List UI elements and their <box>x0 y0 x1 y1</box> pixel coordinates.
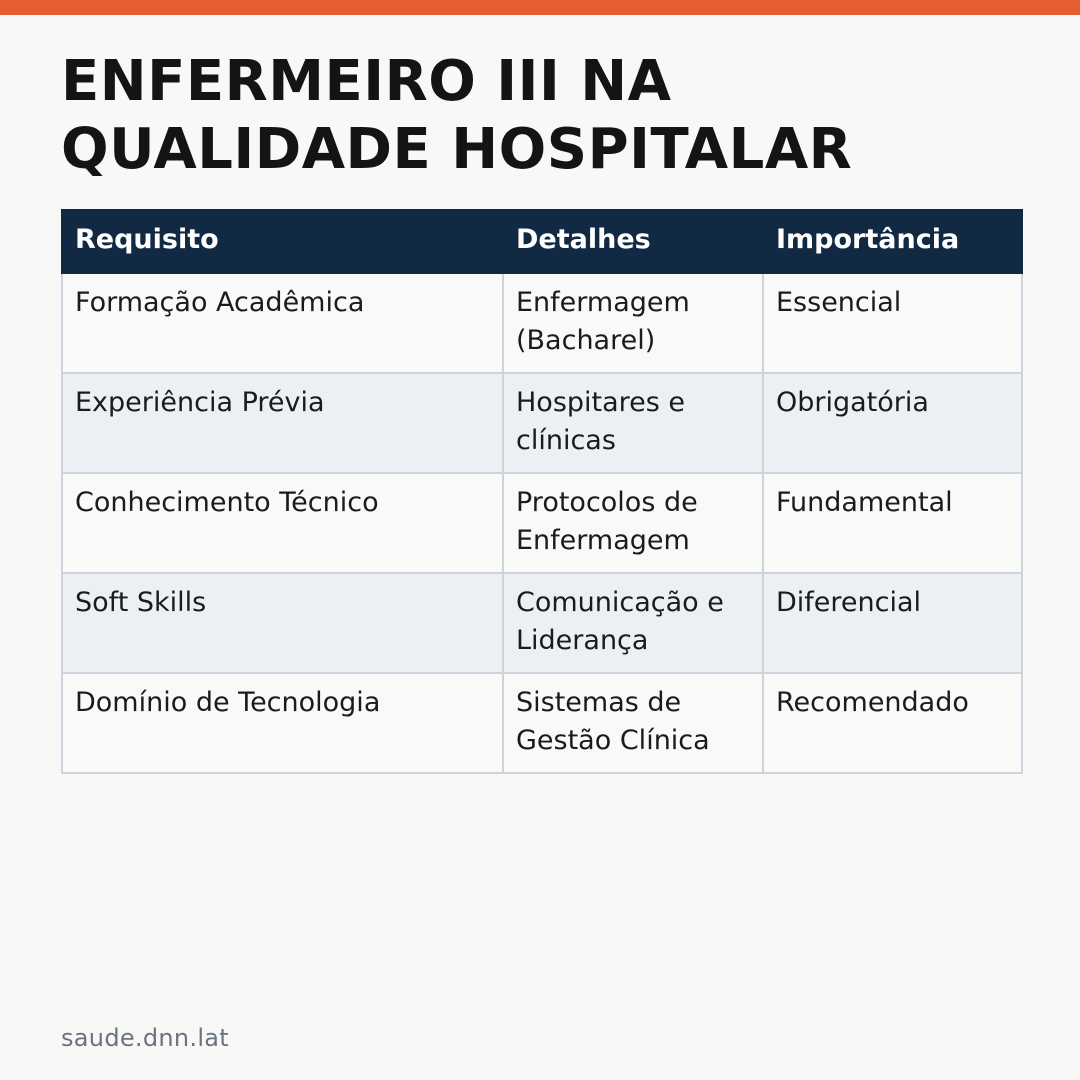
top-accent-bar <box>0 0 1080 15</box>
cell-requisito: Conhecimento Técnico <box>62 473 503 573</box>
table-row <box>62 573 1022 673</box>
cell-detalhes: Hospitares e clínicas <box>503 373 763 473</box>
cell-importancia: Fundamental <box>763 473 1022 573</box>
cell-detalhes: Protocolos de Enfermagem <box>503 473 763 573</box>
column-header-requisito: Requisito <box>62 210 503 273</box>
cell-detalhes: Comunicação e Liderança <box>503 573 763 673</box>
cell-importancia: Obrigatória <box>763 373 1022 473</box>
page-title-line-1: ENFERMEIRO III NA <box>61 49 672 114</box>
cell-requisito: Formação Acadêmica <box>62 273 503 373</box>
cell-importancia: Essencial <box>763 273 1022 373</box>
cell-detalhes: Sistemas de Gestão Clínica <box>503 673 763 773</box>
cell-requisito: Experiência Prévia <box>62 373 503 473</box>
cell-detalhes: Enfermagem (Bacharel) <box>503 273 763 373</box>
table-row <box>62 273 1022 373</box>
cell-importancia: Diferencial <box>763 573 1022 673</box>
page-title <box>61 48 1021 184</box>
table-row <box>62 373 1022 473</box>
table-header-row <box>62 210 1022 273</box>
cell-requisito: Domínio de Tecnologia <box>62 673 503 773</box>
footer-source-link[interactable]: saude.dnn.lat <box>61 1024 230 1052</box>
page-title-line-2: QUALIDADE HOSPITALAR <box>61 117 853 182</box>
cell-requisito: Soft Skills <box>62 573 503 673</box>
table-row <box>62 673 1022 773</box>
table-row <box>62 473 1022 573</box>
cell-importancia: Recomendado <box>763 673 1022 773</box>
column-header-importancia: Importância <box>763 210 1022 273</box>
requirements-table <box>61 209 1023 774</box>
column-header-detalhes: Detalhes <box>503 210 763 273</box>
